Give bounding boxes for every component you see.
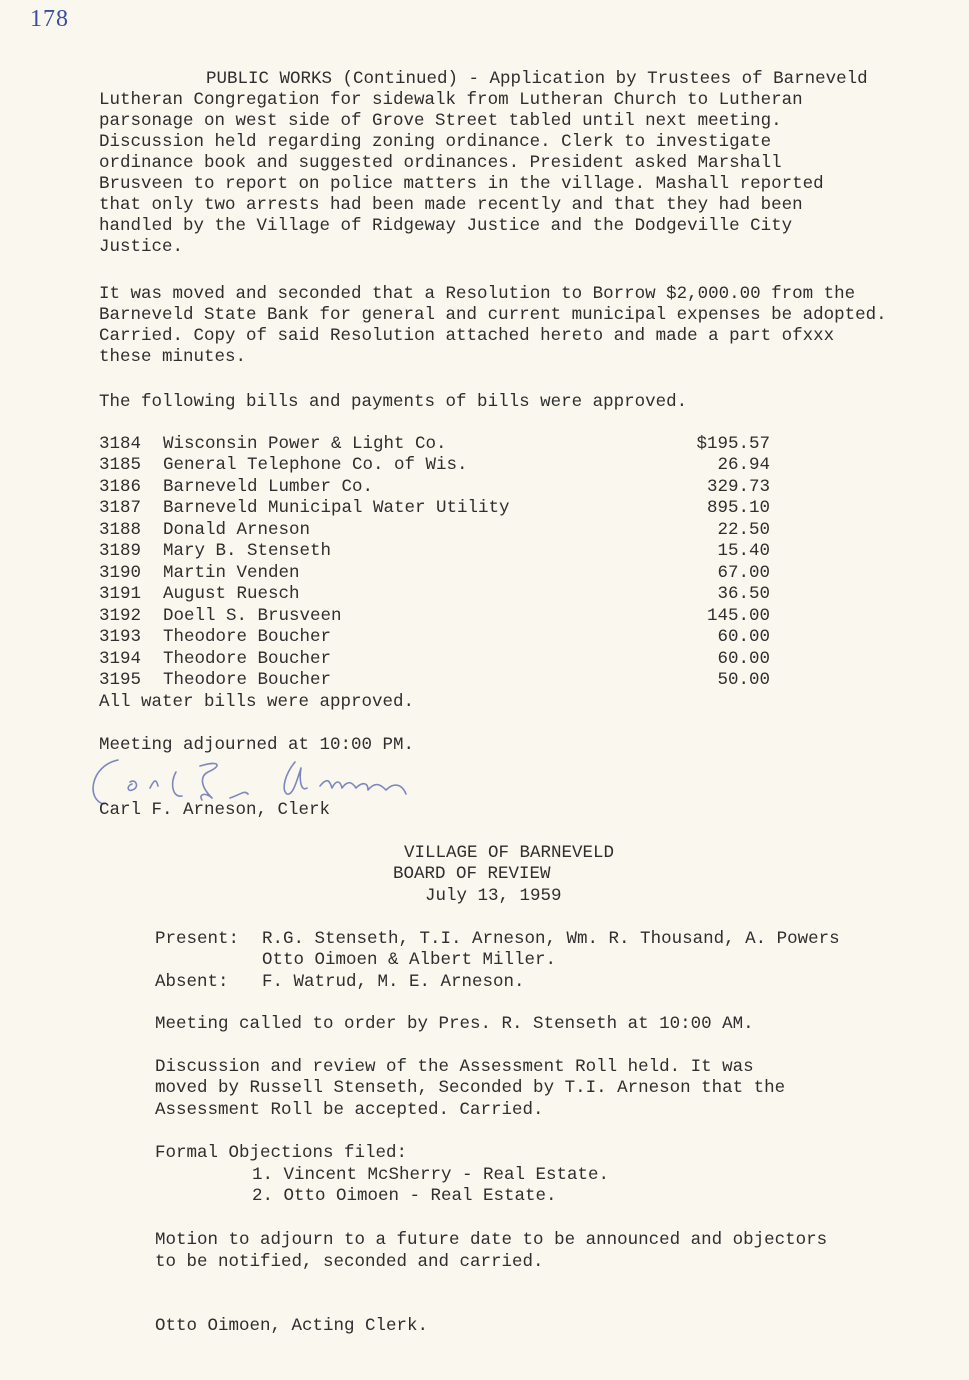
paragraph-line: parsonage on west side of Grove Street tabled until next meeting.: [99, 111, 782, 131]
bill-amount: 67.00: [717, 563, 770, 583]
paragraph-line: that only two arrests had been made recently and that they had been: [99, 195, 803, 215]
page-number: 178: [30, 6, 69, 32]
paragraph-line: Carried. Copy of said Resolution attached hereto and made a part ofxxx: [99, 326, 835, 346]
resolution-paragraph: [99, 284, 919, 368]
bill-payee: Wisconsin Power & Light Co.: [163, 434, 447, 454]
bill-amount: 15.40: [717, 541, 770, 561]
bill-payee: Theodore Boucher: [163, 670, 332, 690]
public-works-paragraph: [99, 69, 919, 258]
bill-number: 3184: [99, 434, 142, 454]
bill-amount: 26.94: [717, 455, 770, 475]
bill-payee: Theodore Boucher: [163, 649, 332, 669]
board-date: July 13, 1959: [425, 886, 562, 906]
bill-number: 3187: [99, 498, 142, 518]
discussion-line: Discussion and review of the Assessment Roll held. It was: [155, 1057, 754, 1077]
objections-label: Formal Objections filed:: [155, 1143, 408, 1163]
bill-payee: Theodore Boucher: [163, 627, 332, 647]
bill-number: 3190: [99, 563, 142, 583]
bill-amount: 50.00: [717, 670, 770, 690]
paragraph-line: ordinance book and suggested ordinances. President asked Marshall: [99, 153, 782, 173]
motion-line: to be notified, seconded and carried.: [155, 1252, 544, 1272]
bill-number: 3188: [99, 520, 142, 540]
bill-number: 3192: [99, 606, 142, 626]
objection-item: 2. Otto Oimoen - Real Estate.: [252, 1186, 557, 1206]
clerk-signature-line: Carl F. Arneson, Clerk: [99, 800, 331, 820]
bill-payee: Mary B. Stenseth: [163, 541, 332, 561]
bill-number: 3195: [99, 670, 142, 690]
bill-amount: 36.50: [717, 584, 770, 604]
paragraph-line: Lutheran Congregation for sidewalk from Lutheran Church to Lutheran: [99, 90, 803, 110]
paragraph-line: It was moved and seconded that a Resolution to Borrow $2,000.00 from the: [99, 284, 856, 304]
bill-amount: 145.00: [706, 606, 770, 626]
motion-line: Motion to adjourn to a future date to be announced and objectors: [155, 1230, 828, 1250]
paragraph-line: PUBLIC WORKS (Continued) - Application by Trustees of Barneveld: [206, 69, 868, 89]
bill-amount: $195.57: [696, 434, 770, 454]
discussion-line: Assessment Roll be accepted. Carried.: [155, 1100, 544, 1120]
bill-number: 3189: [99, 541, 142, 561]
bills-intro: The following bills and payments of bills were approved.: [99, 392, 688, 412]
bill-number: 3191: [99, 584, 142, 604]
bill-number: 3186: [99, 477, 142, 497]
bill-amount: 895.10: [706, 498, 770, 518]
present-label: Present:: [155, 929, 240, 949]
bill-payee: Doell S. Brusveen: [163, 606, 342, 626]
board-title-village: VILLAGE OF BARNEVELD: [404, 843, 615, 863]
paragraph-line: Justice.: [99, 237, 184, 257]
paragraph-line: Brusveen to report on police matters in the village. Mashall reported: [99, 174, 824, 194]
bill-amount: 22.50: [717, 520, 770, 540]
water-bills-line: All water bills were approved.: [99, 692, 415, 712]
bill-payee: Donald Arneson: [163, 520, 311, 540]
bill-number: 3185: [99, 455, 142, 475]
bill-amount: 329.73: [706, 477, 770, 497]
absent-label: Absent:: [155, 972, 229, 992]
present-members-2: Otto Oimoen & Albert Miller.: [262, 950, 557, 970]
called-to-order: Meeting called to order by Pres. R. Stenseth at 10:00 AM.: [155, 1014, 754, 1034]
board-title-review: BOARD OF REVIEW: [393, 864, 551, 884]
paragraph-line: these minutes.: [99, 347, 247, 367]
paragraph-line: Barneveld State Bank for general and current municipal expenses be adopted.: [99, 305, 887, 325]
bill-payee: General Telephone Co. of Wis.: [163, 455, 468, 475]
bill-number: 3194: [99, 649, 142, 669]
bill-amount: 60.00: [717, 649, 770, 669]
bill-payee: Barneveld Municipal Water Utility: [163, 498, 510, 518]
discussion-line: moved by Russell Stenseth, Seconded by T.I. Arneson that the: [155, 1078, 786, 1098]
bill-payee: Martin Venden: [163, 563, 300, 583]
acting-clerk-line: Otto Oimoen, Acting Clerk.: [155, 1316, 429, 1336]
bill-amount: 60.00: [717, 627, 770, 647]
bill-number: 3193: [99, 627, 142, 647]
bill-payee: Barneveld Lumber Co.: [163, 477, 374, 497]
present-members-1: R.G. Stenseth, T.I. Arneson, Wm. R. Thousand, A. Powers: [262, 929, 840, 949]
adjourned-line: Meeting adjourned at 10:00 PM.: [99, 735, 415, 755]
paragraph-line: Discussion held regarding zoning ordinance. Clerk to investigate: [99, 132, 772, 152]
absent-members: F. Watrud, M. E. Arneson.: [262, 972, 525, 992]
objection-item: 1. Vincent McSherry - Real Estate.: [252, 1165, 610, 1185]
bill-payee: August Ruesch: [163, 584, 300, 604]
paragraph-line: handled by the Village of Ridgeway Justice and the Dodgeville City: [99, 216, 793, 236]
